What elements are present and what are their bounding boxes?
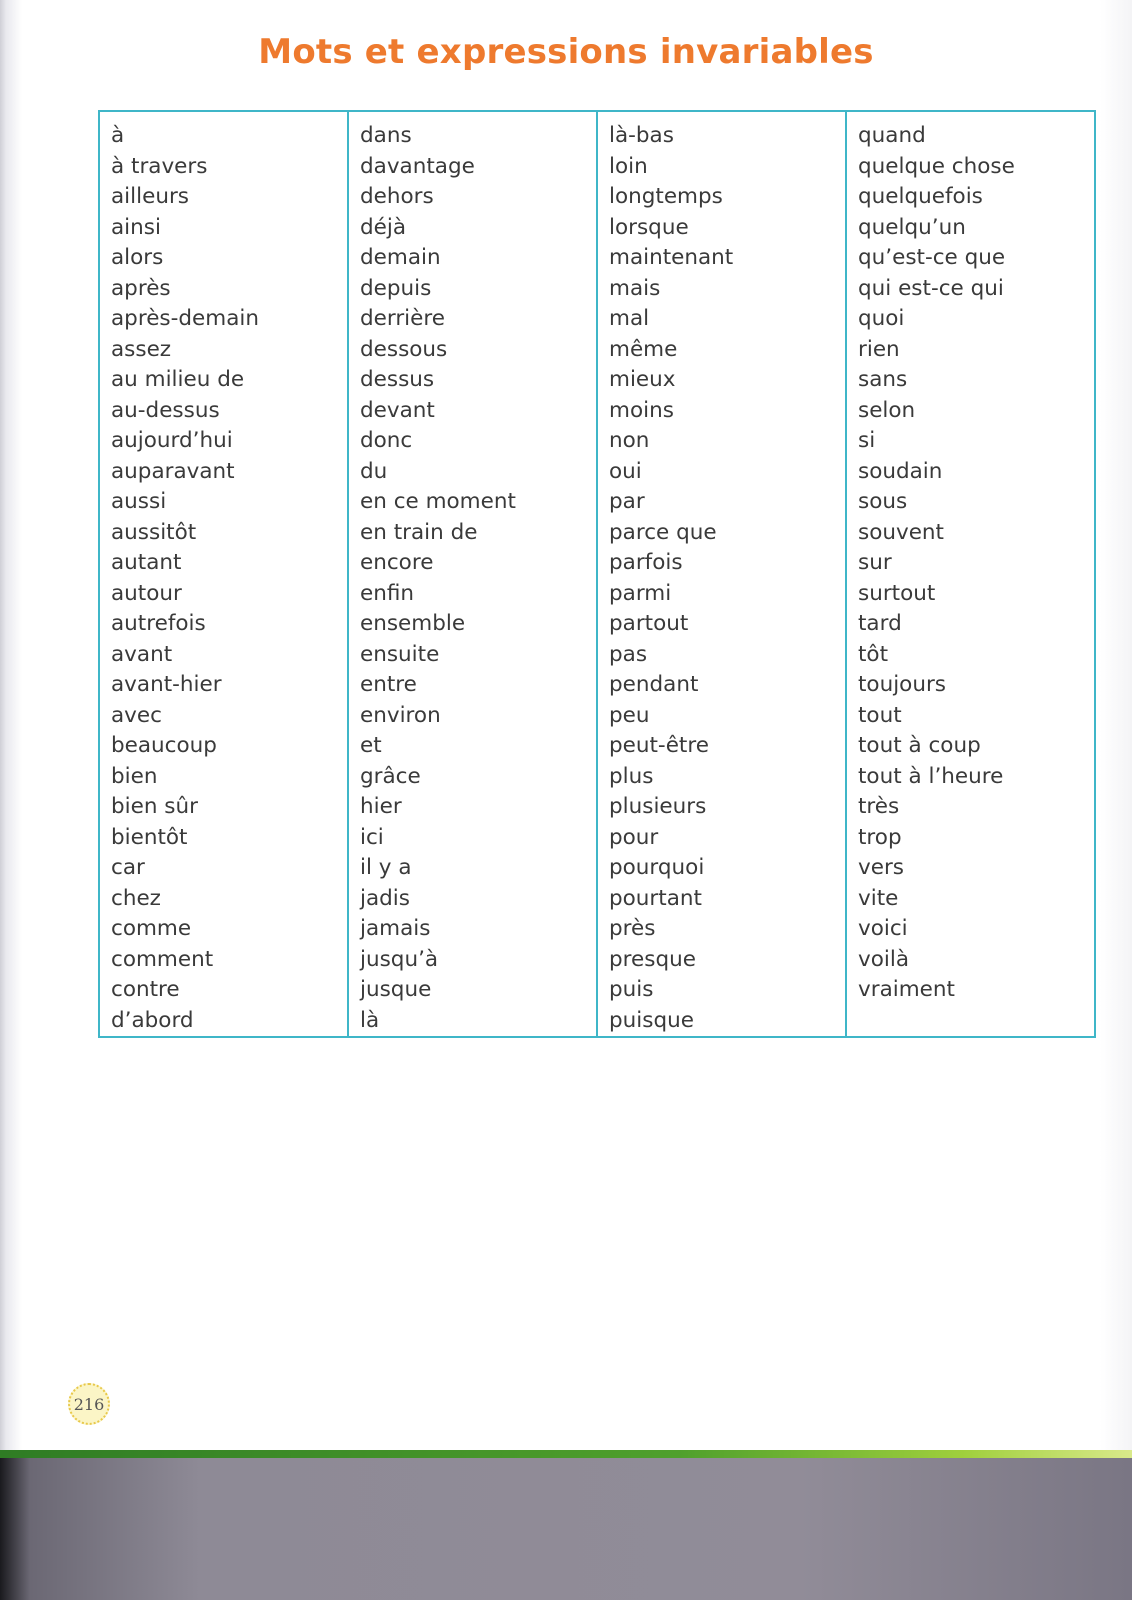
word-item: en train de (360, 519, 478, 545)
word-item: ainsi (111, 214, 161, 240)
word-table (98, 110, 1096, 1038)
word-item: dessous (360, 336, 448, 362)
word-item: tout à l’heure (858, 763, 1004, 789)
word-item: parfois (609, 550, 683, 575)
word-item: comment (111, 946, 214, 972)
word-item: mieux (609, 367, 676, 392)
word-item: aujourd’hui (111, 428, 233, 453)
word-item: voici (858, 916, 908, 941)
word-item: par (609, 489, 645, 514)
word-item: là-bas (609, 123, 674, 148)
word-item: auparavant (111, 458, 235, 484)
word-item: partout (609, 611, 689, 636)
word-item: depuis (360, 275, 432, 301)
word-item: vers (858, 855, 904, 880)
word-item: chez (111, 885, 161, 911)
word-item: et (360, 733, 382, 758)
page-edge-band (0, 1450, 1132, 1458)
word-column (847, 112, 1094, 1036)
word-item: aussitôt (111, 519, 197, 545)
word-item: avant-hier (111, 672, 222, 697)
word-item: au-dessus (111, 397, 220, 423)
word-item: autrefois (111, 611, 206, 636)
word-item: trop (858, 824, 902, 850)
word-item: rien (858, 336, 900, 362)
word-item: vraiment (858, 977, 955, 1002)
word-item: en ce moment (360, 489, 516, 514)
word-item: bientôt (111, 824, 188, 850)
word-item: maintenant (609, 245, 734, 270)
word-item: pourtant (609, 885, 702, 911)
word-item: encore (360, 550, 434, 575)
word-item: car (111, 855, 145, 880)
word-item: jusque (360, 977, 432, 1002)
word-item: d’abord (111, 1007, 194, 1033)
word-item: surtout (858, 580, 936, 606)
word-item: ensuite (360, 641, 440, 667)
word-item: puis (609, 977, 654, 1002)
word-item: quelqu’un (858, 214, 966, 240)
word-item: entre (360, 672, 417, 697)
word-item: derrière (360, 306, 445, 331)
word-item: soudain (858, 458, 943, 484)
word-item: davantage (360, 153, 475, 179)
word-item: voilà (858, 946, 909, 972)
word-item: peu (609, 702, 650, 728)
word-item: il y a (360, 855, 412, 880)
word-item: souvent (858, 519, 944, 545)
word-item: pendant (609, 672, 699, 697)
word-item: plus (609, 763, 654, 789)
word-item: quand (858, 123, 926, 148)
word-item: là (360, 1007, 380, 1033)
word-item: presque (609, 946, 696, 972)
word-item: grâce (360, 763, 421, 789)
word-item: moins (609, 397, 674, 423)
word-item: sous (858, 489, 908, 514)
word-item: oui (609, 458, 642, 484)
word-item: dehors (360, 184, 434, 209)
word-item: jadis (360, 885, 410, 911)
word-item: tout à coup (858, 733, 981, 758)
word-item: après-demain (111, 306, 259, 331)
word-item: près (609, 916, 656, 941)
word-item: non (609, 428, 650, 453)
page-number-badge: 216 (68, 1383, 110, 1425)
word-item: aussi (111, 489, 167, 514)
word-item: dans (360, 123, 412, 148)
word-item: plusieurs (609, 794, 707, 819)
word-item: lorsque (609, 214, 689, 240)
word-item: pour (609, 824, 659, 850)
word-item: ensemble (360, 611, 466, 636)
word-item: mais (609, 275, 661, 301)
word-item: longtemps (609, 184, 723, 209)
word-item: jamais (360, 916, 431, 941)
word-item: tôt (858, 641, 889, 667)
word-item: environ (360, 702, 441, 728)
word-item: beaucoup (111, 733, 217, 758)
word-item: autour (111, 580, 182, 606)
word-item: avant (111, 641, 173, 667)
word-item: au milieu de (111, 367, 245, 392)
word-item: quoi (858, 306, 905, 331)
word-item: comme (111, 916, 192, 941)
word-item: assez (111, 336, 172, 362)
word-item: pourquoi (609, 855, 705, 880)
word-item: à travers (111, 153, 208, 179)
word-item: déjà (360, 214, 407, 240)
word-item: contre (111, 977, 180, 1002)
word-item: parmi (609, 580, 672, 606)
word-item: autant (111, 550, 182, 575)
word-item: vite (858, 885, 899, 911)
word-item: qu’est-ce que (858, 245, 1006, 270)
word-item: toujours (858, 672, 947, 697)
word-column (100, 112, 349, 1036)
word-item: dessus (360, 367, 435, 392)
word-item: parce que (609, 519, 717, 545)
word-item: bien (111, 763, 158, 789)
word-item: sans (858, 367, 908, 392)
word-item: très (858, 794, 900, 819)
word-item: enfin (360, 580, 415, 606)
word-item: jusqu’à (360, 946, 439, 972)
word-column (349, 112, 598, 1036)
word-item: demain (360, 245, 441, 270)
word-item: mal (609, 306, 650, 331)
word-item: tard (858, 611, 902, 636)
word-item: hier (360, 794, 402, 819)
word-item: tout (858, 702, 902, 728)
word-item: avec (111, 702, 162, 728)
word-item: quelque chose (858, 153, 1015, 179)
word-column (598, 112, 847, 1036)
word-item: ailleurs (111, 184, 189, 209)
word-item: loin (609, 153, 648, 179)
word-item: à (111, 123, 125, 148)
scanner-background (0, 1458, 1132, 1600)
page-title: Mots et expressions invariables (258, 32, 874, 72)
word-item: sur (858, 550, 892, 575)
word-item: alors (111, 245, 164, 270)
word-item: du (360, 458, 388, 484)
word-item: quelquefois (858, 184, 983, 209)
word-item: si (858, 428, 876, 453)
word-item: selon (858, 397, 916, 423)
word-item: devant (360, 397, 435, 423)
word-item: après (111, 275, 171, 301)
word-item: donc (360, 428, 413, 453)
word-item: ici (360, 824, 384, 850)
word-item: même (609, 336, 678, 362)
word-item: puisque (609, 1007, 694, 1033)
word-item: pas (609, 641, 648, 667)
word-item: peut-être (609, 733, 709, 758)
word-item: qui est-ce qui (858, 275, 1004, 301)
word-item: bien sûr (111, 794, 198, 819)
